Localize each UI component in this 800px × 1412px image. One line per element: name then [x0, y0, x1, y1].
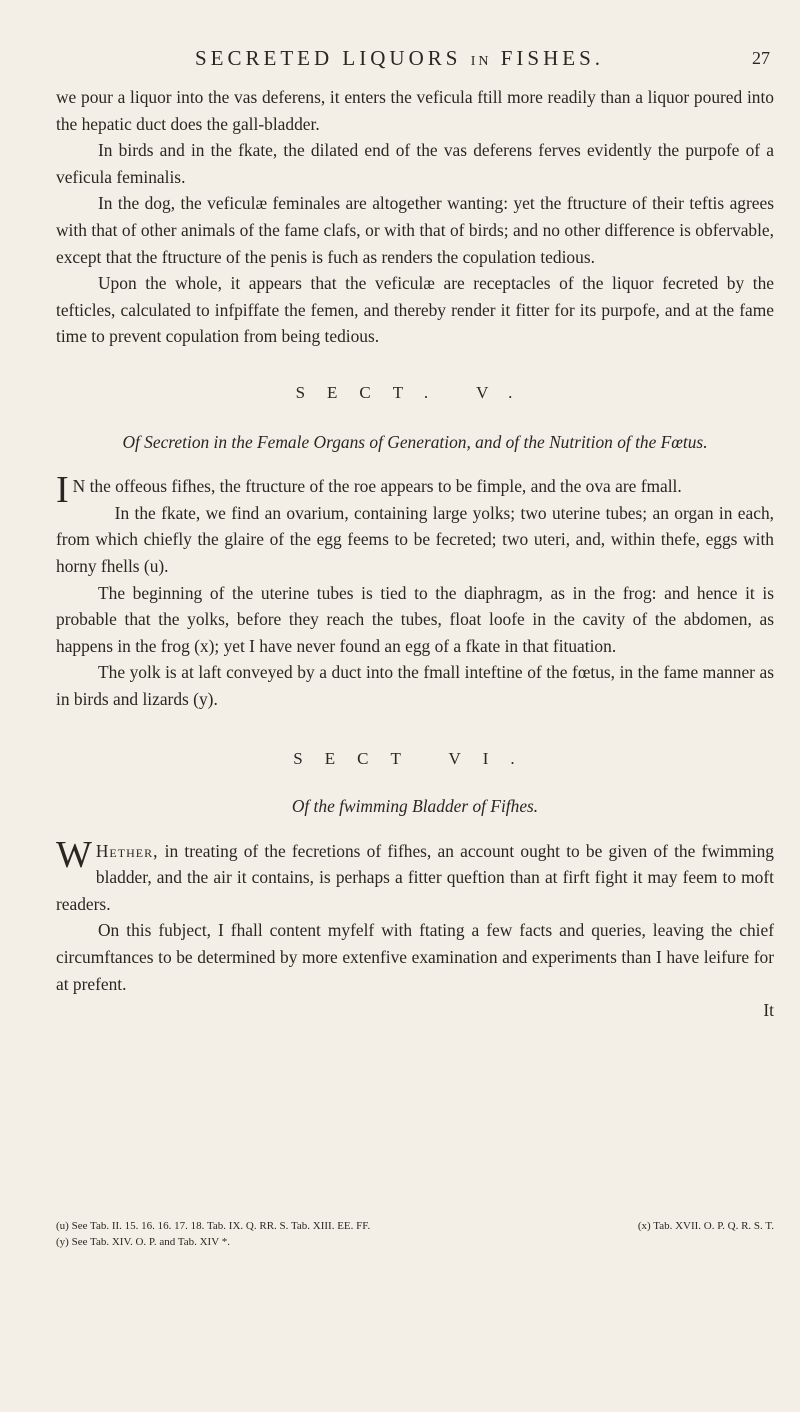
first-paragraph-text: in treating of the fecretions of fifhes, an account ought to be given of the fwimming bladder, and the air it contains, is perhaps a fitter queftion than at firft fight it may feem to moft readers. [56, 840, 774, 914]
section-heading-vi: SECT VI. [293, 749, 537, 769]
footnote-y: (y) See Tab. XIV. O. P. and Tab. XIV *. [56, 1236, 230, 1248]
section-v-first-paragraph [56, 469, 774, 512]
section-vi-first-paragraph [56, 833, 774, 918]
running-head-part1: SECRETED LIQUORS [195, 46, 462, 70]
catchword: It [763, 1000, 774, 1021]
paragraph: In the dog, the veficulæ feminales are altogether wanting: yet the ftructure of their teftis agrees with that of other animals of the fame clafs, or with that of birds; and no other difference is obfervable, except that the ftructure of the penis is fuch as renders the copulation tedious. [56, 193, 774, 267]
running-head [195, 46, 785, 71]
section-title-vi: Of the fwimming Bladder of Fifhes. [291, 796, 539, 817]
paragraph: The beginning of the uterine tubes is tied to the diaphragm, as in the frog: and hence it is probable that the yolks, before they reach the tubes, float loofe in the cavity of the abdomen, as happens in the frog (x); yet I have never found an egg of a fkate in that fituation. [56, 582, 774, 656]
footnote-u: (u) See Tab. II. 15. 16. 16. 17. 18. Tab. IX. Q. RR. S. Tab. XIII. EE. FF. [56, 1220, 371, 1232]
drop-cap: I [56, 469, 69, 512]
running-head-part2: IN [470, 54, 492, 69]
paragraph: In birds and in the fkate, the dilated end of the vas deferens ferves evidently the purpofe of a veficula feminalis. [56, 140, 774, 187]
paragraph: Upon the whole, it appears that the veficulæ are receptacles of the liquor fecreted by the tefticles, calculated to infpiffate the femen, and thereby render it fitter for its purpofe, and at the fame time to prevent copulation from being tedious. [56, 273, 774, 347]
paragraph: The yolk is at laft conveyed by a duct into the fmall inteftine of the fœtus, in the fame manner as in birds and lizards (y). [56, 662, 774, 709]
body-text [56, 84, 774, 1024]
first-paragraph-text: N the offeous fifhes, the ftructure of the roe appears to be fimple, and the ova are fmall. [72, 476, 682, 497]
footnote-x: (x) Tab. XVII. O. P. Q. R. S. T. [637, 1220, 774, 1232]
section-title-v: Of Secretion in the Female Organs of Generation, and of the Nutrition of the Fœtus. [122, 431, 708, 452]
paragraph: On this fubject, I fhall content myfelf with ftating a few facts and queries, leaving the chief circumftances to be determined by more extenfive examination and experiments than I have leifure for at prefent. [56, 920, 774, 994]
drop-cap: W [56, 833, 92, 876]
footnote-row [56, 1218, 774, 1234]
paragraph: In the fkate, we find an ovarium, containing large yolks; two uterine tubes; an organ in each, from which chiefly the glaire of the egg feems to be fecreted; two uteri, and, within thefe, eggs with horny fhells (u). [56, 502, 774, 576]
section-heading-v: SECT. V. [295, 382, 535, 402]
smallcaps-word: Hether, [95, 840, 159, 861]
footnotes [56, 1218, 774, 1250]
running-head-part3: FISHES. [500, 46, 604, 70]
page-number: 27 [752, 48, 770, 68]
paragraph: we pour a liquor into the vas deferens, it enters the veficula ftill more readily than a liquor poured into the hepatic duct does the gall-bladder. [56, 87, 774, 134]
